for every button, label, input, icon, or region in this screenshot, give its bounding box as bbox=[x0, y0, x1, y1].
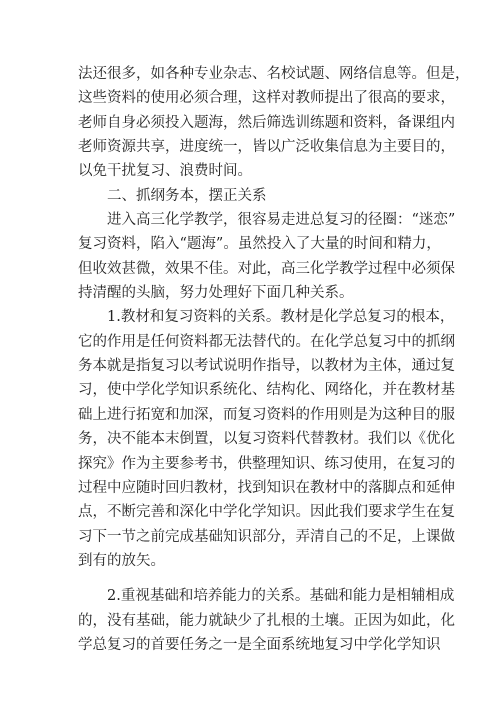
text-line: 2.重视基础和培养能力的关系。基础和能力是相辅相成 bbox=[107, 588, 455, 605]
text-line: 习下一节之前完成基础知识部分，弄清自己的不足，上课做 bbox=[78, 528, 455, 545]
text-line: 老师自身必须投入题海，然后筛选训练题和资料，备课组内 bbox=[78, 114, 455, 131]
text-line: 点，不断完善和深化中学化学知识。因此我们要求学生在复 bbox=[78, 504, 455, 521]
text-line: 习，使中学化学知识系统化、结构化、网络化，并在教材基 bbox=[78, 382, 455, 399]
text-line: 法还很多，如各种专业杂志、名校试题、网络信息等。但是， bbox=[78, 66, 470, 82]
text-line: 这些资料的使用必须合理，这样对教师提出了很高的要求， bbox=[78, 90, 455, 107]
text-line: 老师资源共享，进度统一，皆以广泛收集信息为主要目的， bbox=[78, 139, 455, 156]
text-line: 务本就是指复习以考试说明作指导，以教材为主体，通过复 bbox=[78, 358, 455, 375]
text-line: 务，决不能本末倒置，以复习资料代替教材。我们以《优化 bbox=[78, 431, 455, 448]
text-line: 但收效甚微，效果不佳。对此，高三化学教学过程中必须保 bbox=[78, 260, 455, 277]
section-heading: 二、抓纲务本，摆正关系 bbox=[107, 187, 267, 204]
text-line: 过程中应随时回归教材，找到知识在教材中的落脚点和延伸 bbox=[78, 479, 455, 496]
text-line: 到有的放矢。 bbox=[78, 552, 165, 569]
text-line: 复习资料，陷入“题海”。虽然投入了大量的时间和精力， bbox=[78, 236, 441, 253]
paragraph-gap bbox=[78, 573, 430, 584]
text-line: 它的作用是任何资料都无法替代的。在化学总复习中的抓纲 bbox=[78, 333, 455, 350]
text-line: 1.教材和复习资料的关系。教材是化学总复习的根本， bbox=[107, 309, 455, 326]
text-line: 以免干扰复习、浪费时间。 bbox=[78, 163, 252, 180]
text-line: 础上进行拓宽和加深，而复习资料的作用则是为这种目的服 bbox=[78, 406, 455, 423]
text-line: 进入高三化学教学，很容易走进总复习的径圈：“迷恋” bbox=[107, 212, 456, 229]
text-line: 学总复习的首要任务之一是全面系统地复习中学化学知识 bbox=[78, 636, 441, 653]
text-line: 探究》作为主要参考书，供整理知识、练习使用，在复习的 bbox=[78, 455, 455, 472]
document-body bbox=[78, 62, 470, 657]
text-line: 持清醒的头脑，努力处理好下面几种关系。 bbox=[78, 285, 354, 302]
text-line: 的，没有基础，能力就缺少了扎根的土壤。正因为如此，化 bbox=[78, 612, 455, 629]
